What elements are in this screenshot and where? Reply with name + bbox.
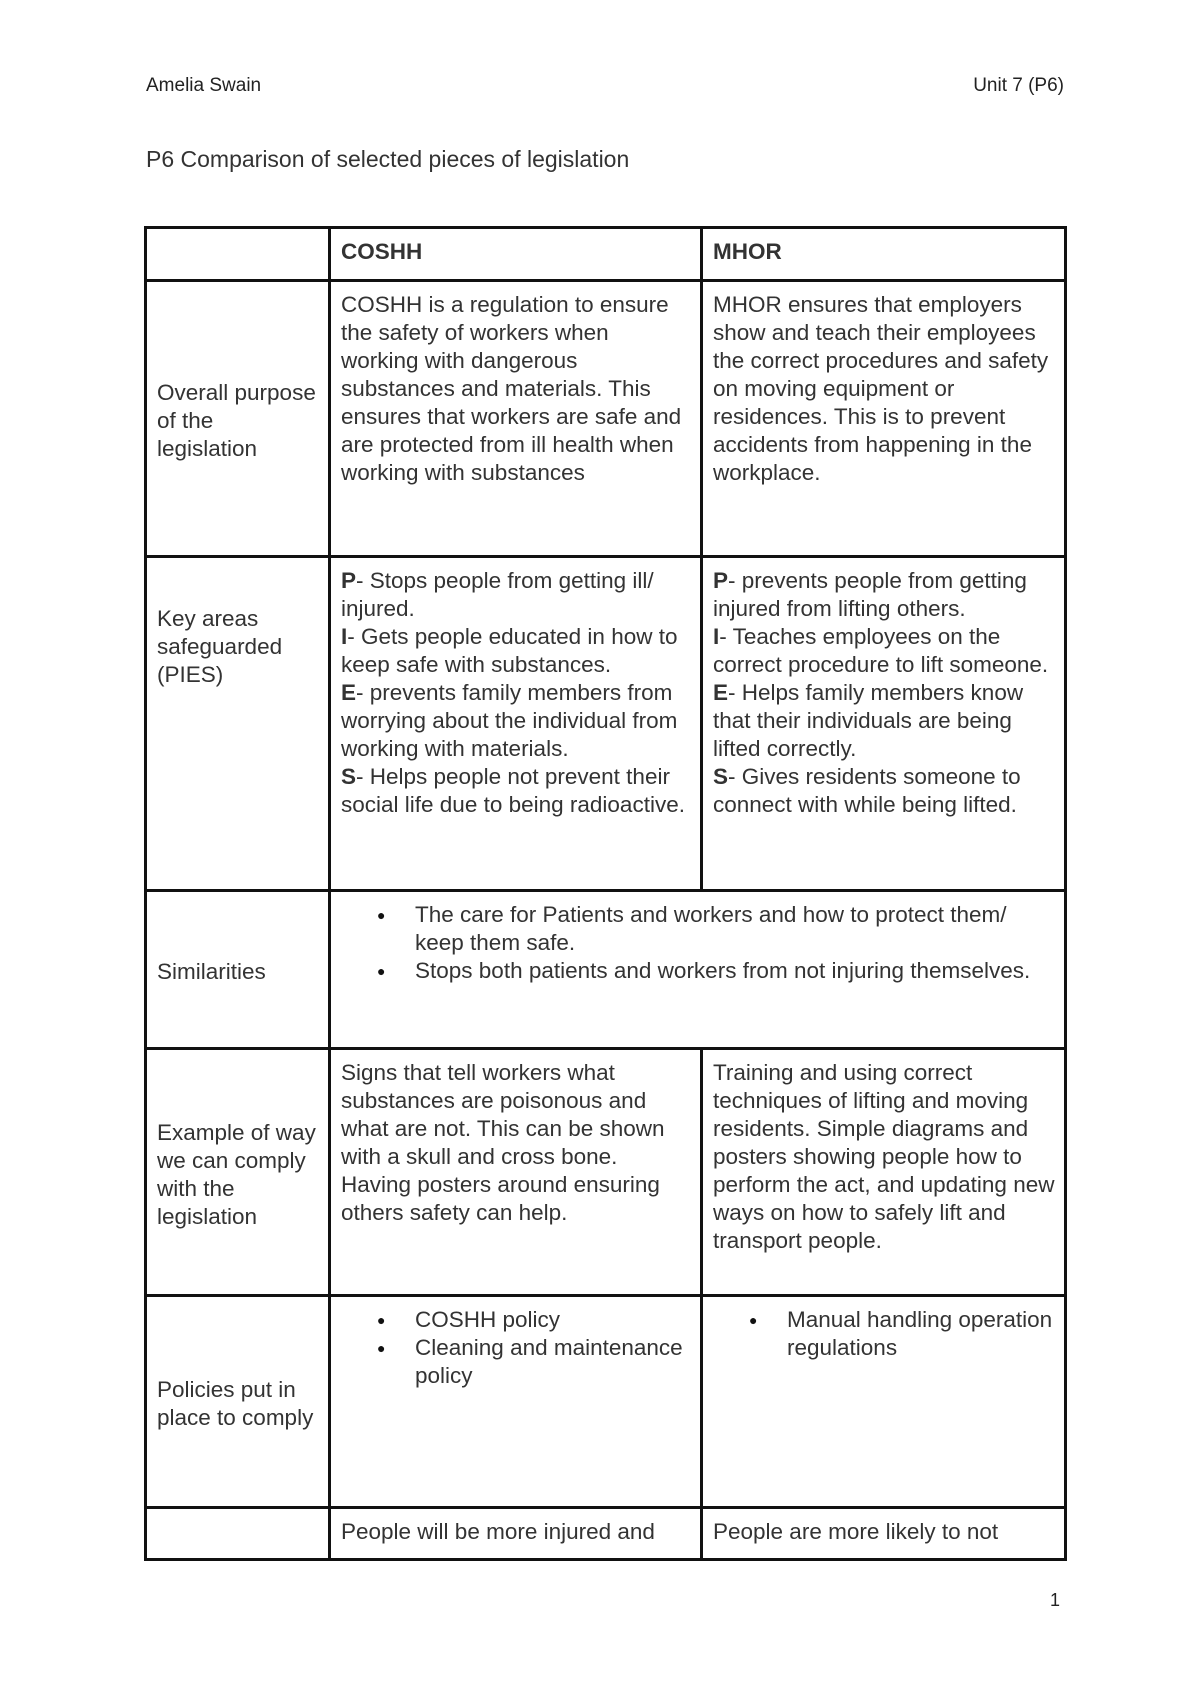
- cell-policies-mhor: [702, 1296, 1066, 1508]
- table-header-row: [146, 228, 1066, 281]
- list-item: ● Manual handling operation regulations: [787, 1306, 1055, 1362]
- header-cell-coshh: COSHH: [330, 228, 702, 281]
- pies-letter: P: [713, 568, 729, 593]
- page-title: P6 Comparison of selected pieces of legislation: [146, 146, 630, 172]
- pies-letter: P: [341, 568, 357, 593]
- pies-text: - Gets people educated in how to keep safe with substances.: [341, 624, 678, 677]
- cell-last-coshh: People will be more injured and: [330, 1508, 702, 1560]
- pies-text: - prevents family members from worrying about the individual from working with materials.: [341, 680, 678, 761]
- pies-text: - Helps people not prevent their social life due to being radioactive.: [341, 764, 685, 817]
- header-author: Amelia Swain: [146, 75, 262, 96]
- pies-letter: I: [713, 624, 720, 649]
- table-row-pies: [146, 557, 1066, 891]
- header-cell-mhor: MHOR: [702, 228, 1066, 281]
- cell-pies-coshh: [330, 557, 702, 891]
- row-label-comply: Example of way we can comply with the legislation: [146, 1049, 330, 1296]
- pies-item: [713, 567, 1055, 623]
- row-label-last: [146, 1508, 330, 1560]
- row-label-pies-text: Key areas safeguarded (PIES): [157, 606, 283, 687]
- header-cell-empty: [146, 228, 330, 281]
- comparison-table: [144, 226, 1067, 1561]
- cell-last-mhor: People are more likely to not: [702, 1508, 1066, 1560]
- pies-text: - Gives residents someone to connect with while being lifted.: [713, 764, 1021, 817]
- pies-item: [713, 763, 1055, 819]
- cell-comply-mhor: Training and using correct techniques of lifting and moving residents. Simple diagrams and posters showing people how to perform the act, and updating new ways on how to safely lift and transport people.: [702, 1049, 1066, 1296]
- pies-letter: E: [341, 680, 357, 705]
- pies-item: [341, 763, 691, 819]
- pies-letter: E: [713, 680, 729, 705]
- row-label-purpose: Overall purpose of the legislation: [146, 281, 330, 557]
- cell-policies-coshh: [330, 1296, 702, 1508]
- list-item: ● Cleaning and maintenance policy: [415, 1334, 691, 1390]
- pies-item: [713, 623, 1055, 679]
- table-row-similarities: [146, 891, 1066, 1049]
- pies-text: - Helps family members know that their individuals are being lifted correctly.: [713, 680, 1024, 761]
- header-unit: Unit 7 (P6): [973, 75, 1064, 96]
- cell-similarities: [330, 891, 1066, 1049]
- pies-item: [341, 567, 691, 623]
- pies-text: - Teaches employees on the correct procedure to lift someone.: [713, 624, 1049, 677]
- pies-text: - prevents people from getting injured from lifting others.: [713, 568, 1027, 621]
- pies-letter: S: [713, 764, 729, 789]
- pies-letter: S: [341, 764, 357, 789]
- page-number: 1: [1050, 1590, 1061, 1610]
- pies-item: [713, 679, 1055, 763]
- list-item: ● COSHH policy: [415, 1306, 691, 1334]
- table-row-comply: [146, 1049, 1066, 1296]
- pies-letter: I: [341, 624, 348, 649]
- similarities-list: [341, 901, 1055, 985]
- cell-purpose-mhor: MHOR ensures that employers show and teach their employees the correct procedures and safety on moving equipment or residences. This is to prevent accidents from happening in the workplace.: [702, 281, 1066, 557]
- row-label-similarities: Similarities: [146, 891, 330, 1049]
- pies-text: - Stops people from getting ill/ injured.: [341, 568, 654, 621]
- cell-pies-mhor: [702, 557, 1066, 891]
- row-label-policies: Policies put in place to comply: [146, 1296, 330, 1508]
- table-row-policies: [146, 1296, 1066, 1508]
- policies-coshh-list: [341, 1306, 691, 1390]
- pies-item: [341, 623, 691, 679]
- cell-purpose-coshh: COSHH is a regulation to ensure the safety of workers when working with dangerous substances and materials. This ensures that workers are safe and are protected from ill health when working with substances: [330, 281, 702, 557]
- table-row-last: [146, 1508, 1066, 1560]
- row-label-pies: [146, 557, 330, 891]
- cell-comply-coshh: Signs that tell workers what substances are poisonous and what are not. This can be shown with a skull and cross bone. Having posters around ensuring others safety can help.: [330, 1049, 702, 1296]
- list-item: ● Stops both patients and workers from not injuring themselves.: [415, 957, 1055, 985]
- pies-item: [341, 679, 691, 763]
- table-row-purpose: [146, 281, 1066, 557]
- list-item: ● The care for Patients and workers and how to protect them/ keep them safe.: [415, 901, 1055, 957]
- policies-mhor-list: [713, 1306, 1055, 1362]
